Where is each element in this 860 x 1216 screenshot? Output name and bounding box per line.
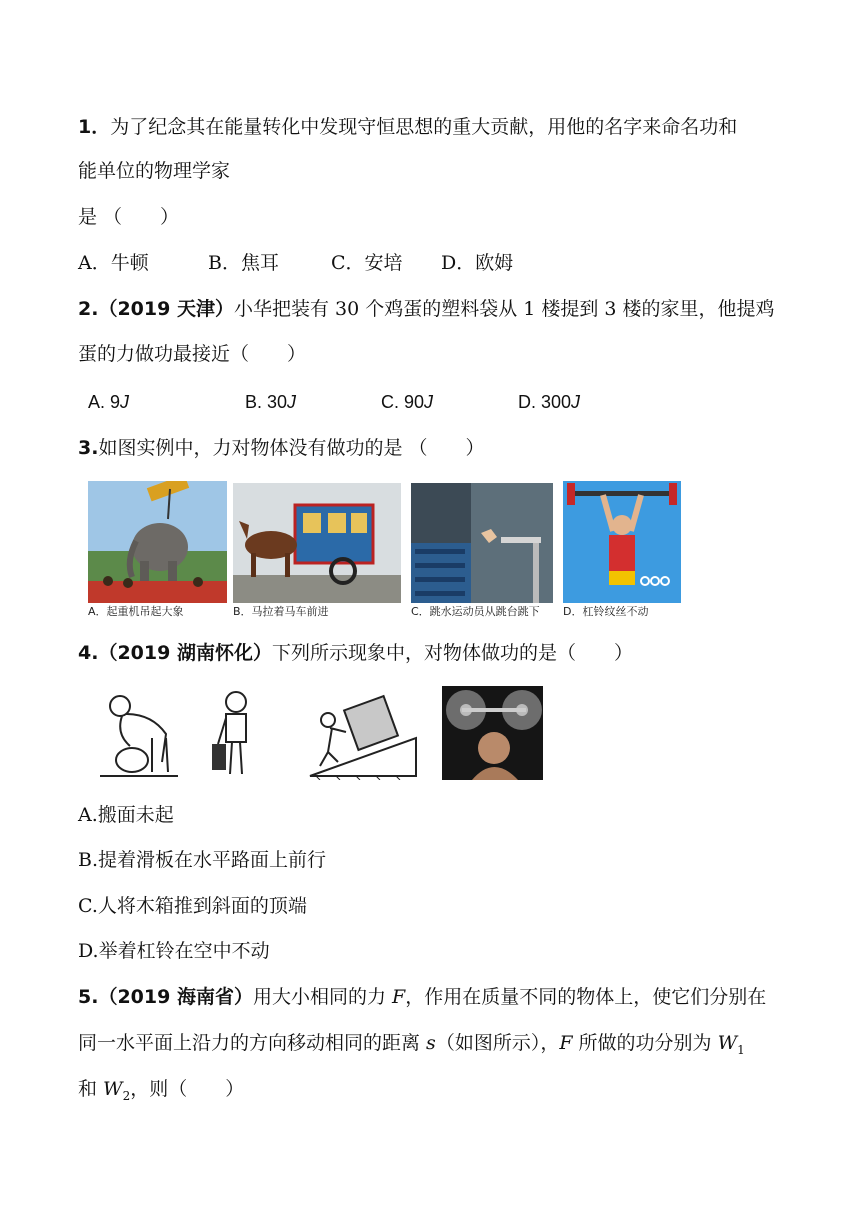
lifting-sack-sketch [92, 688, 182, 780]
q1-option-c: C．安培 [331, 252, 403, 274]
q4-image-lifting-sack [92, 688, 182, 780]
weightlifter-illustration [563, 481, 681, 621]
q4-option-d: D.举着杠铃在空中不动 [78, 940, 270, 962]
q4-image-carrying-board [210, 688, 262, 780]
q3-caption-c: C．跳水运动员从跳台跳下 [411, 603, 553, 621]
pushing-box-up-slope-sketch [306, 688, 420, 780]
q2-line1: 2.（2019 天津）小华把装有 30 个鸡蛋的塑料袋从 1 楼提到 3 楼的家里，他提鸡 [78, 298, 775, 320]
diving-platform-illustration [411, 483, 553, 621]
crane-elephant-illustration [88, 481, 227, 621]
q5-line1: 5.（2019 海南省）用大小相同的力 F，作用在质量不同的物体上，使它们分别在 [78, 986, 767, 1008]
q2-source: （2019 天津） [98, 298, 234, 320]
q1-option-a: A．牛顿 [78, 252, 149, 274]
q4-source: （2019 湖南怀化） [98, 642, 272, 664]
q4-option-c: C.人将木箱推到斜面的顶端 [78, 895, 307, 917]
q3-caption-d: D．杠铃纹丝不动 [563, 603, 681, 621]
q3-line1: 3.如图实例中，力对物体没有做功的是 （ ） [78, 437, 485, 459]
q3-image-diver [411, 483, 553, 621]
q4-line1: 4.（2019 湖南怀化）下列所示现象中，对物体做功的是（ ） [78, 642, 633, 664]
q5-source: （2019 海南省） [98, 986, 253, 1008]
q2-option-d: D. 300J [518, 392, 581, 412]
q3-caption-b: B．马拉着马车前进 [233, 603, 401, 621]
q1-line1: 1．为了纪念其在能量转化中发现守恒思想的重大贡献，用他的名字来命名功和 [78, 116, 738, 138]
carrying-skateboard-sketch [210, 688, 262, 780]
q1-option-d: D．欧姆 [441, 252, 514, 274]
q5-line2: 同一水平面上沿力的方向移动相同的距离 s（如图所示），F 所做的功分别为 $W_1$ [78, 1032, 745, 1057]
q2-option-b: B. 30J [245, 392, 297, 412]
q1-option-b: B．焦耳 [208, 252, 279, 274]
q5-line3: 和 $W_2$，则（ ） [78, 1078, 245, 1103]
holding-barbell-photo [442, 686, 543, 780]
q2-option-a: A. 9J [88, 392, 130, 412]
q4-image-pushing-box [306, 688, 420, 780]
q1-line3: 是 （ ） [78, 206, 180, 228]
horse-cart-illustration [233, 483, 401, 621]
q2-option-c: C. 90J [381, 392, 434, 412]
q4-image-holding-barbell [442, 686, 543, 780]
q3-caption-a: A．起重机吊起大象 [88, 603, 227, 621]
q3-image-weightlifter [563, 481, 681, 621]
q2-line2: 蛋的力做功最接近（ ） [78, 343, 307, 365]
q4-option-b: B.提着滑板在水平路面上前行 [78, 849, 327, 871]
q1-line2: 能单位的物理学家 [78, 160, 231, 182]
q3-image-horse-cart [233, 483, 401, 621]
q4-option-a: A.搬面未起 [78, 804, 174, 826]
q3-image-crane-elephant [88, 481, 227, 621]
q1-number: 1． [78, 116, 111, 138]
